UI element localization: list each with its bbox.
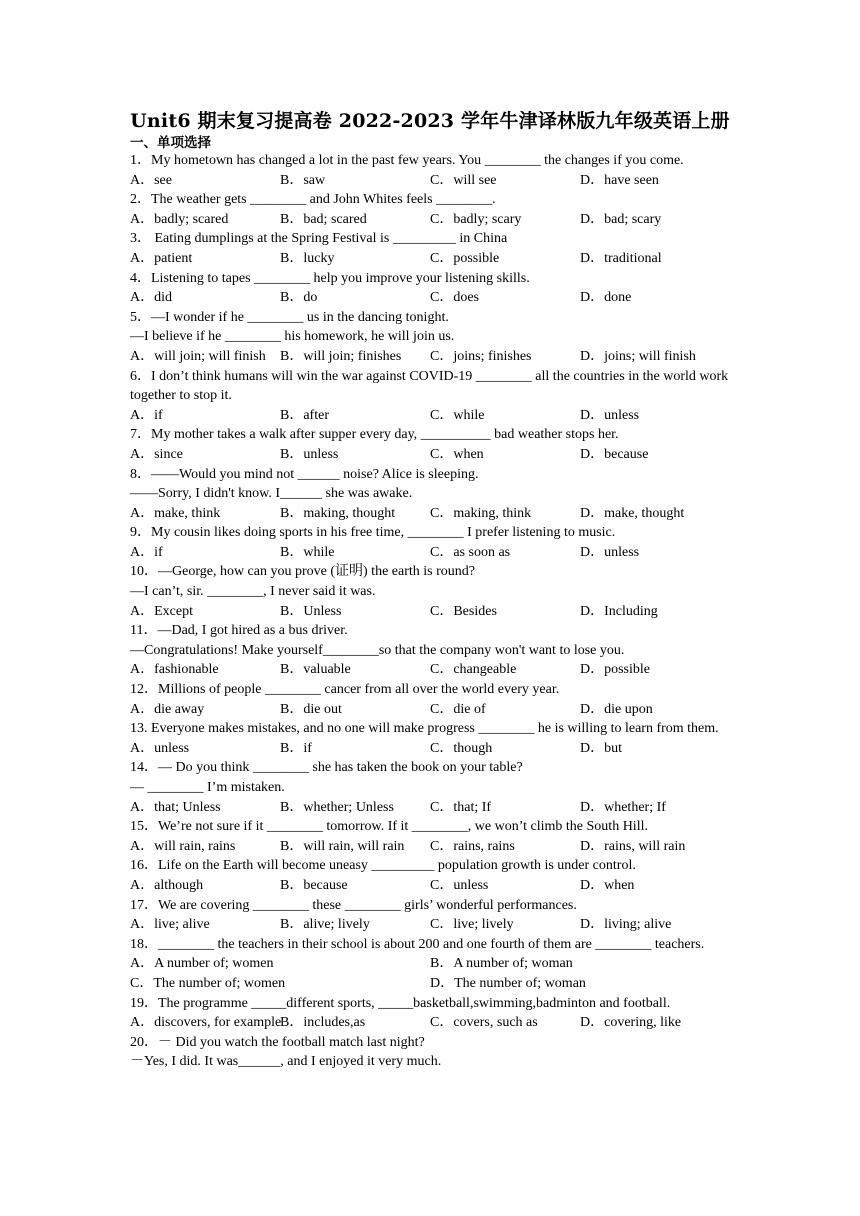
- options-row: [130, 288, 735, 308]
- question-list: [130, 151, 735, 1072]
- answer-option[interactable]: A．although: [130, 877, 204, 893]
- answer-option[interactable]: B．will join; finishes: [280, 348, 402, 364]
- question-item: [130, 758, 735, 817]
- question-item: [130, 719, 735, 758]
- answer-option[interactable]: D．done: [580, 290, 632, 306]
- question-item: [130, 994, 735, 1033]
- answer-option[interactable]: B．while: [280, 544, 335, 560]
- question-item: [130, 465, 735, 524]
- question-stem: 6．I don’t think humans will win the war against COVID-19 ________ all the countries in the world work together to stop it.: [130, 368, 729, 404]
- answer-option[interactable]: B．whether; Unless: [280, 799, 394, 815]
- question-item: [130, 151, 735, 190]
- answer-option[interactable]: B．because: [280, 877, 348, 893]
- options-row: [130, 249, 735, 269]
- answer-option[interactable]: A．live; alive: [130, 917, 210, 933]
- answer-option[interactable]: D．covering, like: [580, 1015, 682, 1031]
- answer-option[interactable]: B．after: [280, 407, 329, 423]
- answer-option[interactable]: B．will rain, will rain: [280, 838, 405, 854]
- question-stem: 16．Life on the Earth will become uneasy _________ population growth is under control.: [130, 858, 636, 874]
- answer-option[interactable]: A．patient: [130, 250, 193, 266]
- answer-option[interactable]: B．if: [280, 740, 312, 756]
- options-row: [130, 954, 735, 974]
- answer-option[interactable]: C．rains, rains: [430, 838, 515, 854]
- answer-option[interactable]: A．discovers, for example: [130, 1015, 282, 1031]
- answer-option[interactable]: A．since: [130, 446, 183, 462]
- question-stem: 5．—I wonder if he ________ us in the dancing tonight.: [130, 309, 449, 325]
- answer-option[interactable]: D．traditional: [580, 250, 662, 266]
- question-stem: 1．My hometown has changed a lot in the past few years. You ________ the changes if you come.: [130, 153, 684, 168]
- question-dialogue-line: －Yes, I did. It was______, and I enjoyed it very much.: [130, 1054, 442, 1070]
- options-row: [130, 837, 735, 857]
- answer-option[interactable]: C．die of: [430, 701, 486, 717]
- answer-option[interactable]: B．valuable: [280, 662, 351, 678]
- answer-option[interactable]: D．possible: [580, 662, 650, 678]
- options-row: [130, 347, 735, 367]
- question-dialogue-line: —I can’t, sir. ________, I never said it was.: [130, 584, 376, 600]
- options-row: [130, 171, 735, 191]
- question-stem: 17．We are covering ________ these ________ girls’ wonderful performances.: [130, 897, 577, 913]
- answer-option[interactable]: C．unless: [430, 877, 489, 893]
- question-item: [130, 229, 735, 268]
- options-row: [130, 602, 735, 622]
- answer-option[interactable]: B．includes,as: [280, 1015, 366, 1031]
- question-stem: 3． Eating dumplings at the Spring Festival is _________ in China: [130, 231, 508, 247]
- question-item: [130, 935, 735, 994]
- answer-option[interactable]: D．unless: [580, 544, 640, 560]
- answer-option[interactable]: C．that; If: [430, 799, 492, 815]
- question-item: [130, 562, 735, 621]
- answer-option[interactable]: B．bad; scared: [280, 211, 367, 227]
- question-dialogue-line: —Congratulations! Make yourself________so that the company won't want to lose you.: [130, 642, 625, 658]
- question-stem: 19．The programme _____different sports, _____basketball,swimming,badminton and football.: [130, 995, 671, 1011]
- answer-option[interactable]: C．badly; scary: [430, 211, 522, 227]
- answer-option[interactable]: C．while: [430, 407, 485, 423]
- answer-option[interactable]: D．Including: [580, 603, 658, 619]
- question-stem: 12．Millions of people ________ cancer from all over the world every year.: [130, 682, 560, 698]
- answer-option[interactable]: C．as soon as: [430, 544, 511, 560]
- answer-option[interactable]: D．rains, will rain: [580, 838, 686, 854]
- answer-option[interactable]: A．will join; will finish: [130, 348, 266, 364]
- answer-option[interactable]: B．making, thought: [280, 505, 396, 521]
- question-stem: 11．—Dad, I got hired as a bus driver.: [130, 623, 348, 639]
- question-item: [130, 856, 735, 895]
- document-title: Unit6 期末复习提高卷 2022-2023 学年牛津译林版九年级英语上册: [130, 110, 730, 132]
- answer-option[interactable]: C．Besides: [430, 603, 497, 619]
- answer-option[interactable]: A．badly; scared: [130, 211, 229, 227]
- answer-option[interactable]: A．that; Unless: [130, 799, 221, 815]
- answer-option[interactable]: D．because: [580, 446, 649, 462]
- answer-option[interactable]: A．fashionable: [130, 662, 219, 678]
- answer-option[interactable]: C．joins; finishes: [430, 348, 532, 364]
- question-dialogue-line: ——Sorry, I didn't know. I______ she was awake.: [130, 486, 413, 502]
- options-row: [130, 798, 735, 818]
- question-dialogue-line: —I believe if he ________ his homework, he will join us.: [130, 329, 455, 345]
- section-heading: 一、单项选择: [130, 135, 211, 151]
- question-item: [130, 896, 735, 935]
- options-row: [130, 915, 735, 935]
- answer-option[interactable]: C．live; lively: [430, 917, 514, 933]
- options-row: [130, 739, 735, 759]
- question-item: [130, 680, 735, 719]
- question-stem: 9．My cousin likes doing sports in his free time, ________ I prefer listening to music.: [130, 525, 616, 541]
- answer-option[interactable]: D．die upon: [580, 701, 653, 717]
- question-stem: 2．The weather gets ________ and John Whites feels ________.: [130, 192, 496, 208]
- options-row: [130, 974, 735, 994]
- answer-option[interactable]: C．possible: [430, 250, 500, 266]
- question-item: [130, 621, 735, 680]
- options-row: [130, 660, 735, 680]
- answer-option[interactable]: C．changeable: [430, 662, 517, 678]
- answer-option[interactable]: B．A number of; woman: [430, 956, 573, 972]
- answer-option[interactable]: C．The number of; women: [130, 975, 286, 991]
- answer-option[interactable]: A．if: [130, 407, 163, 423]
- question-item: [130, 1033, 735, 1072]
- question-dialogue-line: — ________ I’m mistaken.: [130, 780, 285, 795]
- answer-option[interactable]: B．Unless: [280, 603, 342, 619]
- answer-option[interactable]: C．when: [430, 446, 484, 462]
- question-item: [130, 425, 735, 464]
- question-stem: 14．— Do you think ________ she has taken the book on your table?: [130, 760, 523, 776]
- answer-option[interactable]: D．make, thought: [580, 505, 685, 521]
- answer-option[interactable]: A．if: [130, 544, 163, 560]
- answer-option[interactable]: D．but: [580, 740, 622, 756]
- answer-option[interactable]: B．lucky: [280, 250, 335, 266]
- question-stem: 13. Everyone makes mistakes, and no one will make progress ________ he is willing to learn from them.: [130, 721, 719, 737]
- answer-option[interactable]: B．do: [280, 290, 318, 306]
- options-row: [130, 504, 735, 524]
- answer-option[interactable]: D．have seen: [580, 172, 659, 188]
- question-stem: 20．－ Did you watch the football match last night?: [130, 1034, 425, 1050]
- question-stem: 7．My mother takes a walk after supper every day, __________ bad weather stops her.: [130, 427, 619, 443]
- question-stem: 10．—George, how can you prove (证明) the earth is round?: [130, 564, 475, 580]
- options-row: [130, 700, 735, 720]
- options-row: [130, 210, 735, 230]
- answer-option[interactable]: D．whether; If: [580, 799, 666, 815]
- answer-option[interactable]: A．will rain, rains: [130, 838, 236, 854]
- answer-option[interactable]: B．alive; lively: [280, 917, 370, 933]
- question-item: [130, 523, 735, 562]
- answer-option[interactable]: D．The number of; woman: [430, 975, 586, 991]
- answer-option[interactable]: C．making, think: [430, 505, 532, 521]
- answer-option[interactable]: C．does: [430, 290, 479, 306]
- question-item: [130, 308, 735, 367]
- question-stem: 15．We’re not sure if it ________ tomorrow. If it ________, we won’t climb the South Hill.: [130, 819, 648, 835]
- question-stem: 18．________ the teachers in their school is about 200 and one fourth of them are ________ teachers.: [130, 936, 705, 952]
- question-stem: 8．——Would you mind not ______ noise? Alice is sleeping.: [130, 466, 479, 482]
- answer-option[interactable]: A．Except: [130, 603, 193, 619]
- answer-option[interactable]: A．make, think: [130, 505, 221, 521]
- answer-option[interactable]: A．unless: [130, 740, 190, 756]
- question-item: [130, 190, 735, 229]
- answer-option[interactable]: C．covers, such as: [430, 1015, 538, 1031]
- answer-option[interactable]: C．though: [430, 740, 493, 756]
- answer-option[interactable]: C．will see: [430, 172, 497, 188]
- answer-option[interactable]: A．A number of; women: [130, 956, 274, 972]
- answer-option[interactable]: D．unless: [580, 407, 640, 423]
- question-item: [130, 367, 735, 426]
- question-item: [130, 817, 735, 856]
- answer-option[interactable]: A．did: [130, 290, 172, 306]
- options-row: [130, 543, 735, 563]
- options-row: [130, 1013, 735, 1033]
- options-row: [130, 876, 735, 896]
- answer-option[interactable]: D．joins; will finish: [580, 348, 696, 364]
- question-stem: 4．Listening to tapes ________ help you improve your listening skills.: [130, 270, 530, 286]
- answer-option[interactable]: A．die away: [130, 701, 205, 717]
- answer-option[interactable]: D．living; alive: [580, 917, 672, 933]
- answer-option[interactable]: B．saw: [280, 172, 326, 188]
- answer-option[interactable]: D．when: [580, 877, 635, 893]
- question-item: [130, 269, 735, 308]
- options-row: [130, 445, 735, 465]
- options-row: [130, 406, 735, 426]
- answer-option[interactable]: D．bad; scary: [580, 211, 662, 227]
- answer-option[interactable]: A．see: [130, 172, 172, 188]
- answer-option[interactable]: B．die out: [280, 701, 342, 717]
- answer-option[interactable]: B．unless: [280, 446, 339, 462]
